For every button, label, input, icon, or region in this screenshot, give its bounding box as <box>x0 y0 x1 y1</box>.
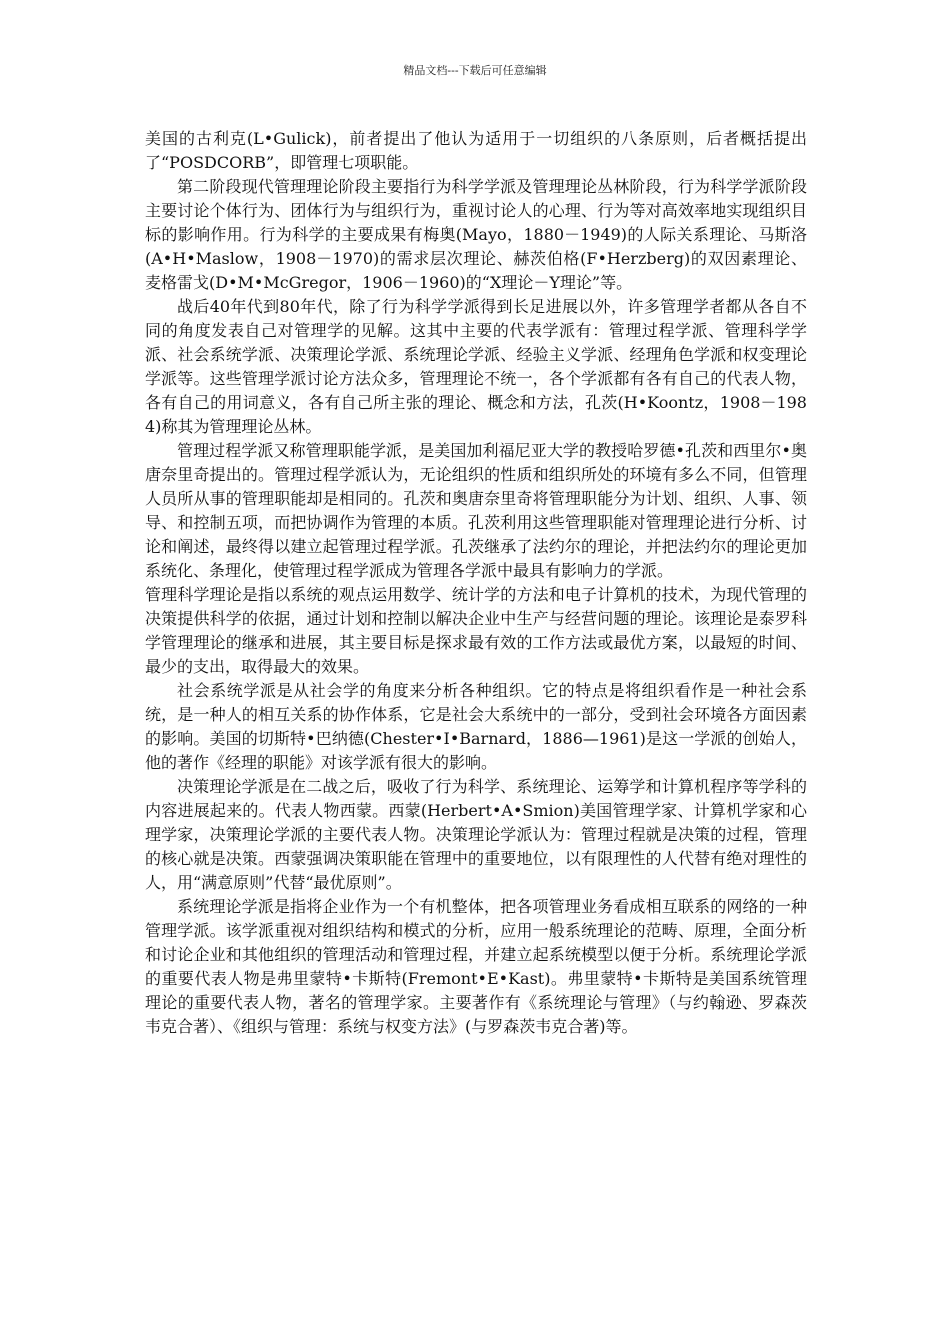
paragraph-behavioral-science: 第二阶段现代管理理论阶段主要指行为科学学派及管理理论丛林阶段，行为科学学派阶段主要讨论个体行为、团体行为与组织行为，重视讨论人的心理、行为等对高效率地实现组织目标的影响作用。行为科学的主要成果有梅奥(Mayo，1880－1949)的人际关系理论、马斯洛(A•H•Maslow，1908－1970)的需求层次理论、赫茨伯格(F•Herzberg)的双因素理论、麦格雷戈(D•M•McGregor，1906－1960)的“X理论－Y理论”等。 <box>145 177 807 292</box>
paragraph-management-process-school: 管理过程学派又称管理职能学派，是美国加利福尼亚大学的教授哈罗德•孔茨和西里尔•奥唐奈里奇提出的。管理过程学派认为，无论组织的性质和组织所处的环境有多么不同，但管理人员所从事的管理职能却是相同的。孔茨和奥唐奈里奇将管理职能分为计划、组织、人事、领导、和控制五项，而把协调作为管理的本质。孔茨利用这些管理职能对管理理论进行分析、讨论和阐述，最终得以建立起管理过程学派。孔茨继承了法约尔的理论，并把法约尔的理论更加系统化、条理化，使管理过程学派成为管理各学派中最具有影响力的学派。 <box>145 441 807 580</box>
paragraph-system-theory-school: 系统理论学派是指将企业作为一个有机整体，把各项管理业务看成相互联系的网络的一种管理学派。该学派重视对组织结构和模式的分析，应用一般系统理论的范畴、原理，全面分析和讨论企业和其他组织的管理活动和管理过程，并建立起系统模型以便于分析。系统理论学派的重要代表人物是弗里蒙特•卡斯特(Fremont•E•Kast)。弗里蒙特•卡斯特是美国系统管理理论的重要代表人物，著名的管理学家。主要著作有《系统理论与管理》（与约翰逊、罗森茨韦克合著）、《组织与管理：系统与权变方法》(与罗森茨韦克合著)等。 <box>145 897 807 1036</box>
paragraph-decision-theory-school: 决策理论学派是在二战之后，吸收了行为科学、系统理论、运筹学和计算机程序等学科的内容进展起来的。代表人物西蒙。西蒙(Herbert•A•Smion)美国管理学家、计算机学家和心理学家，决策理论学派的主要代表人物。决策理论学派认为：管理过程就是决策的过程，管理的核心就是决策。西蒙强调决策职能在管理中的重要地位，以有限理性的人代替有绝对理性的人，用“满意原则”代替“最优原则”。 <box>145 777 807 892</box>
paragraph-management-science: 管理科学理论是指以系统的观点运用数学、统计学的方法和电子计算机的技术，为现代管理的决策提供科学的依据，通过计划和控制以解决企业中生产与经营问题的理论。该理论是泰罗科学管理理论的继承和进展，其主要目标是探求最有效的工作方法或最优方案，以最短的时间、最少的支出，取得最大的效果。 <box>145 585 807 676</box>
document-body <box>145 127 807 1039</box>
paragraph-management-jungle: 战后40年代到80年代，除了行为科学学派得到长足进展以外，许多管理学者都从各自不同的角度发表自己对管理学的见解。这其中主要的代表学派有：管理过程学派、管理科学学派、社会系统学派、决策理论学派、系统理论学派、经验主义学派、经理角色学派和权变理论学派等。这些管理学派讨论方法众多，管理理论不统一，各个学派都有各有自己的代表人物，各有自己的用词意义，各有自己所主张的理论、概念和方法，孔茨(H•Koontz，1908－1984)称其为管理理论丛林。 <box>145 297 807 436</box>
paragraph-gulick: 美国的古利克(L•Gulick)，前者提出了他认为适用于一切组织的八条原则，后者概括提出了“POSDCORB”，即管理七项职能。 <box>145 129 807 172</box>
paragraph-social-system-school: 社会系统学派是从社会学的角度来分析各种组织。它的特点是将组织看作是一种社会系统，是一种人的相互关系的协作体系，它是社会大系统中的一部分，受到社会环境各方面因素的影响。美国的切斯特•巴纳德(Chester•I•Barnard，1886—1961)是这一学派的创始人，他的著作《经理的职能》对该学派有很大的影响。 <box>145 681 807 772</box>
page-header: 精品文档---下载后可任意编辑 <box>403 64 547 77</box>
